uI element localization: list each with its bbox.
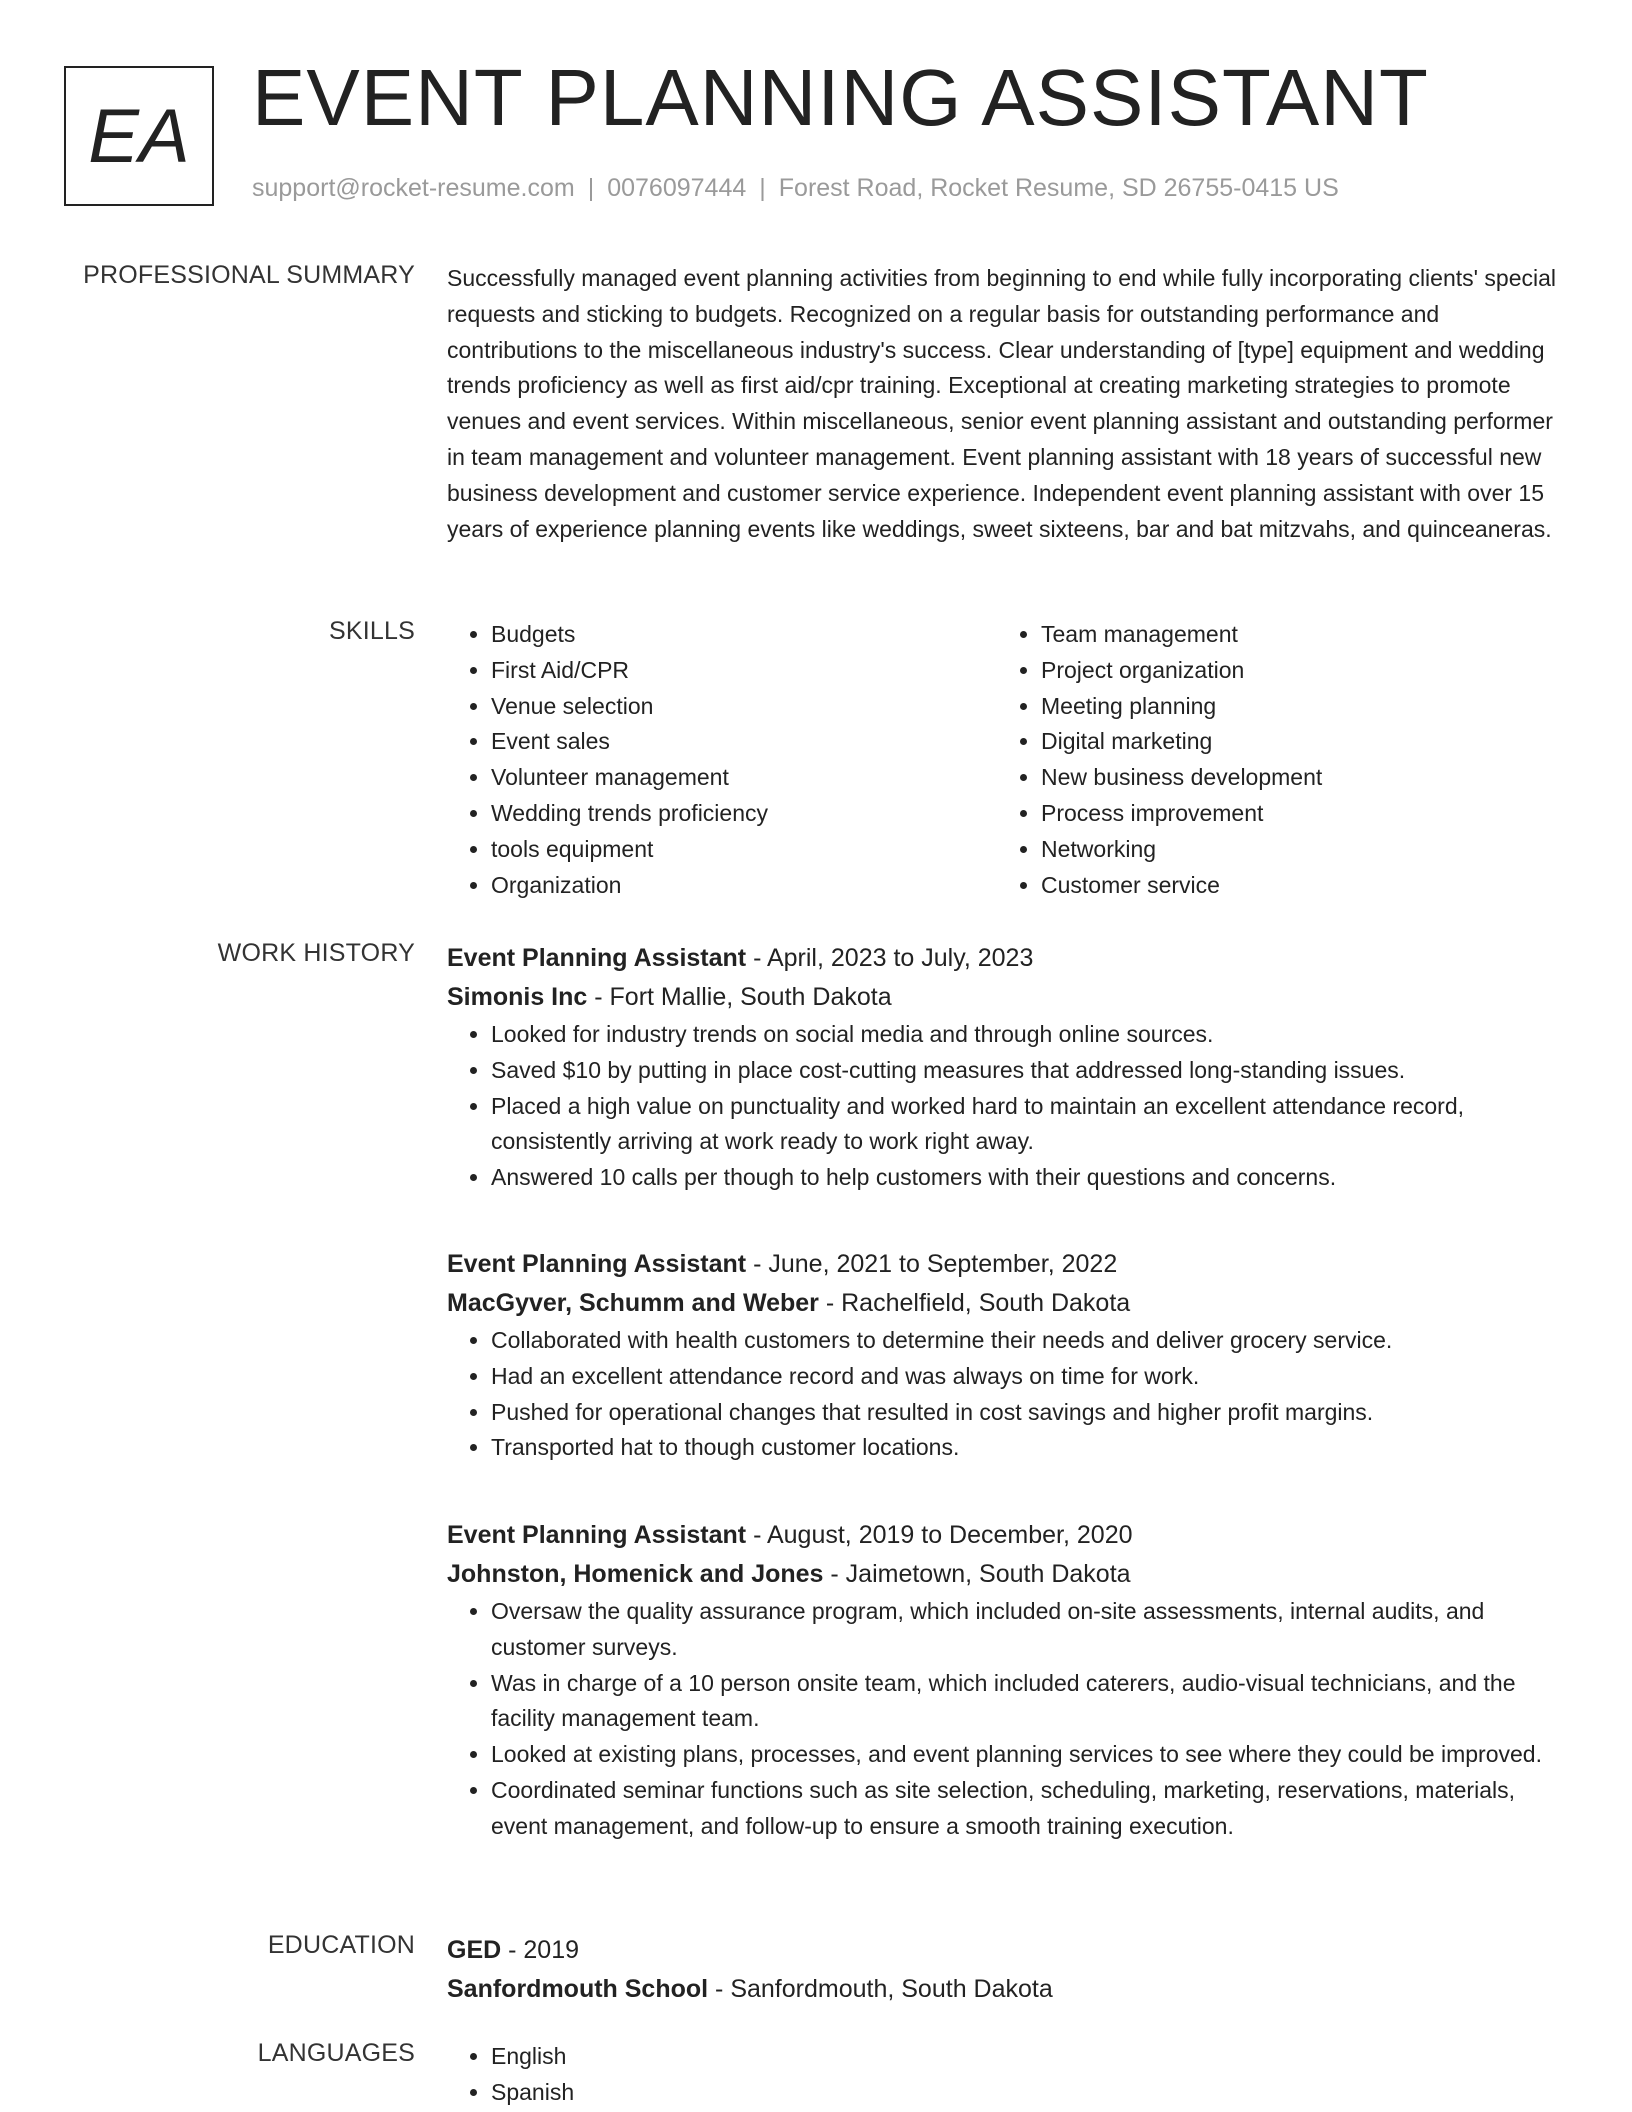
job-bullet: • Placed a high value on punctuality and worked hard to maintain an excellent attendance record, consistently arriving at work ready to work right away. [491,1089,1572,1161]
languages-label: LANGUAGES [257,2039,415,2067]
job-title: Event Planning Assistant [447,944,747,972]
job-bullets [447,1017,1572,1196]
skills-list-left [447,617,997,903]
skill-item: • Process improvement [1041,796,1547,832]
job-entry [447,1245,1572,1466]
skill-item: • Team management [1041,617,1547,653]
job-location: - Jaimetown, South Dakota [823,1560,1131,1588]
education-label: EDUCATION [267,1931,415,1959]
skill-item: • Venue selection [491,689,997,725]
job-entry [447,1516,1572,1845]
contact-line [252,174,1339,203]
job-title: Event Planning Assistant [447,1521,747,1549]
skill-item: • New business development [1041,760,1547,796]
contact-phone: 0076097444 [607,174,747,202]
skill-item: • Budgets [491,617,997,653]
languages-list [447,2039,1572,2111]
job-bullet: • Was in charge of a 10 person onsite team, which included caterers, audio-visual technicians, and the facility management team. [491,1666,1572,1738]
job-bullet: • Transported hat to though customer locations. [491,1430,1572,1466]
job-title-line [447,1516,1572,1555]
job-company: Johnston, Homenick and Jones [447,1560,824,1588]
monogram-logo: EA [64,66,214,206]
job-company: Simonis Inc [447,983,588,1011]
resume-title: EVENT PLANNING ASSISTANT [252,53,1429,142]
job-company-line [447,1284,1572,1323]
skill-item: • Project organization [1041,653,1547,689]
job-bullet: • Oversaw the quality assurance program, which included on-site assessments, internal audits, and customer surveys. [491,1594,1572,1666]
job-bullet: • Coordinated seminar functions such as site selection, scheduling, marketing, reservations, materials, event management, and follow-up to ensure a smooth training execution. [491,1773,1572,1845]
job-bullet: • Had an excellent attendance record and was always on time for work. [491,1359,1572,1395]
school-name: Sanfordmouth School [447,1975,709,2003]
job-company-line [447,978,1572,1017]
skill-item: • tools equipment [491,832,997,868]
language-item: • English [491,2039,1572,2075]
skill-item: • Customer service [1041,868,1547,904]
job-bullet: • Looked for industry trends on social media and through online sources. [491,1017,1572,1053]
skill-item: • Event sales [491,724,997,760]
work-history-label: WORK HISTORY [217,939,415,967]
skills-list-right [997,617,1547,903]
job-bullet: • Collaborated with health customers to determine their needs and deliver grocery service. [491,1323,1572,1359]
skill-item: • Networking [1041,832,1547,868]
job-bullets [447,1594,1572,1845]
contact-separator: | [587,174,595,202]
school-location: - Sanfordmouth, South Dakota [708,1975,1053,2003]
job-title-line [447,939,1572,978]
job-title-line [447,1245,1572,1284]
job-bullet: • Saved $10 by putting in place cost-cutting measures that addressed long-standing issues. [491,1053,1572,1089]
job-dates: - August, 2019 to December, 2020 [746,1521,1133,1549]
skill-item: • First Aid/CPR [491,653,997,689]
contact-address: Forest Road, Rocket Resume, SD 26755-0415 US [778,174,1339,202]
job-dates: - April, 2023 to July, 2023 [746,944,1034,972]
job-bullets [447,1323,1572,1466]
skill-item: • Volunteer management [491,760,997,796]
job-dates: - June, 2021 to September, 2022 [746,1250,1118,1278]
job-location: - Fort Mallie, South Dakota [587,983,892,1011]
job-bullet: • Looked at existing plans, processes, and event planning services to see where they could be improved. [491,1737,1572,1773]
degree: GED [447,1936,502,1964]
contact-separator: | [759,174,766,202]
job-company: MacGyver, Schumm and Weber [447,1289,819,1317]
skill-item: • Wedding trends proficiency [491,796,997,832]
summary-label: PROFESSIONAL SUMMARY [83,261,415,289]
job-location: - Rachelfield, South Dakota [818,1289,1131,1317]
degree-line [447,1931,1572,1970]
language-item: • Spanish [491,2075,1572,2111]
skill-item: • Meeting planning [1041,689,1547,725]
skill-item: • Organization [491,868,997,904]
degree-year: - 2019 [501,1936,580,1964]
job-entry [447,939,1572,1196]
skills-label: SKILLS [329,617,415,645]
job-company-line [447,1555,1572,1594]
summary-text: Successfully managed event planning activities from beginning to end while fully incorporating clients' special requests and sticking to budgets. Recognized on a regular basis for outstanding performance and contributions to the miscellaneous industry's success. Clear understanding of [type] equipment and wedding trends proficiency as well as first aid/cpr training. Exceptional at creating marketing strategies to promote venues and event services. Within miscellaneous, senior event planning assistant and outstanding performer in team management and volunteer management. Event planning assistant with 18 years of successful new business development and customer service experience. Independent event planning assistant with over 15 years of experience planning events like weddings, sweet sixteens, bar and bat mitzvahs, and quinceaneras. [447,265,1557,542]
job-bullet: • Pushed for operational changes that resulted in cost savings and higher profit margins. [491,1395,1572,1431]
skill-item: • Digital marketing [1041,724,1547,760]
school-line [447,1970,1572,2009]
contact-email: support@rocket-resume.com [252,174,575,202]
job-title: Event Planning Assistant [447,1250,747,1278]
job-bullet: • Answered 10 calls per though to help customers with their questions and concerns. [491,1160,1572,1196]
